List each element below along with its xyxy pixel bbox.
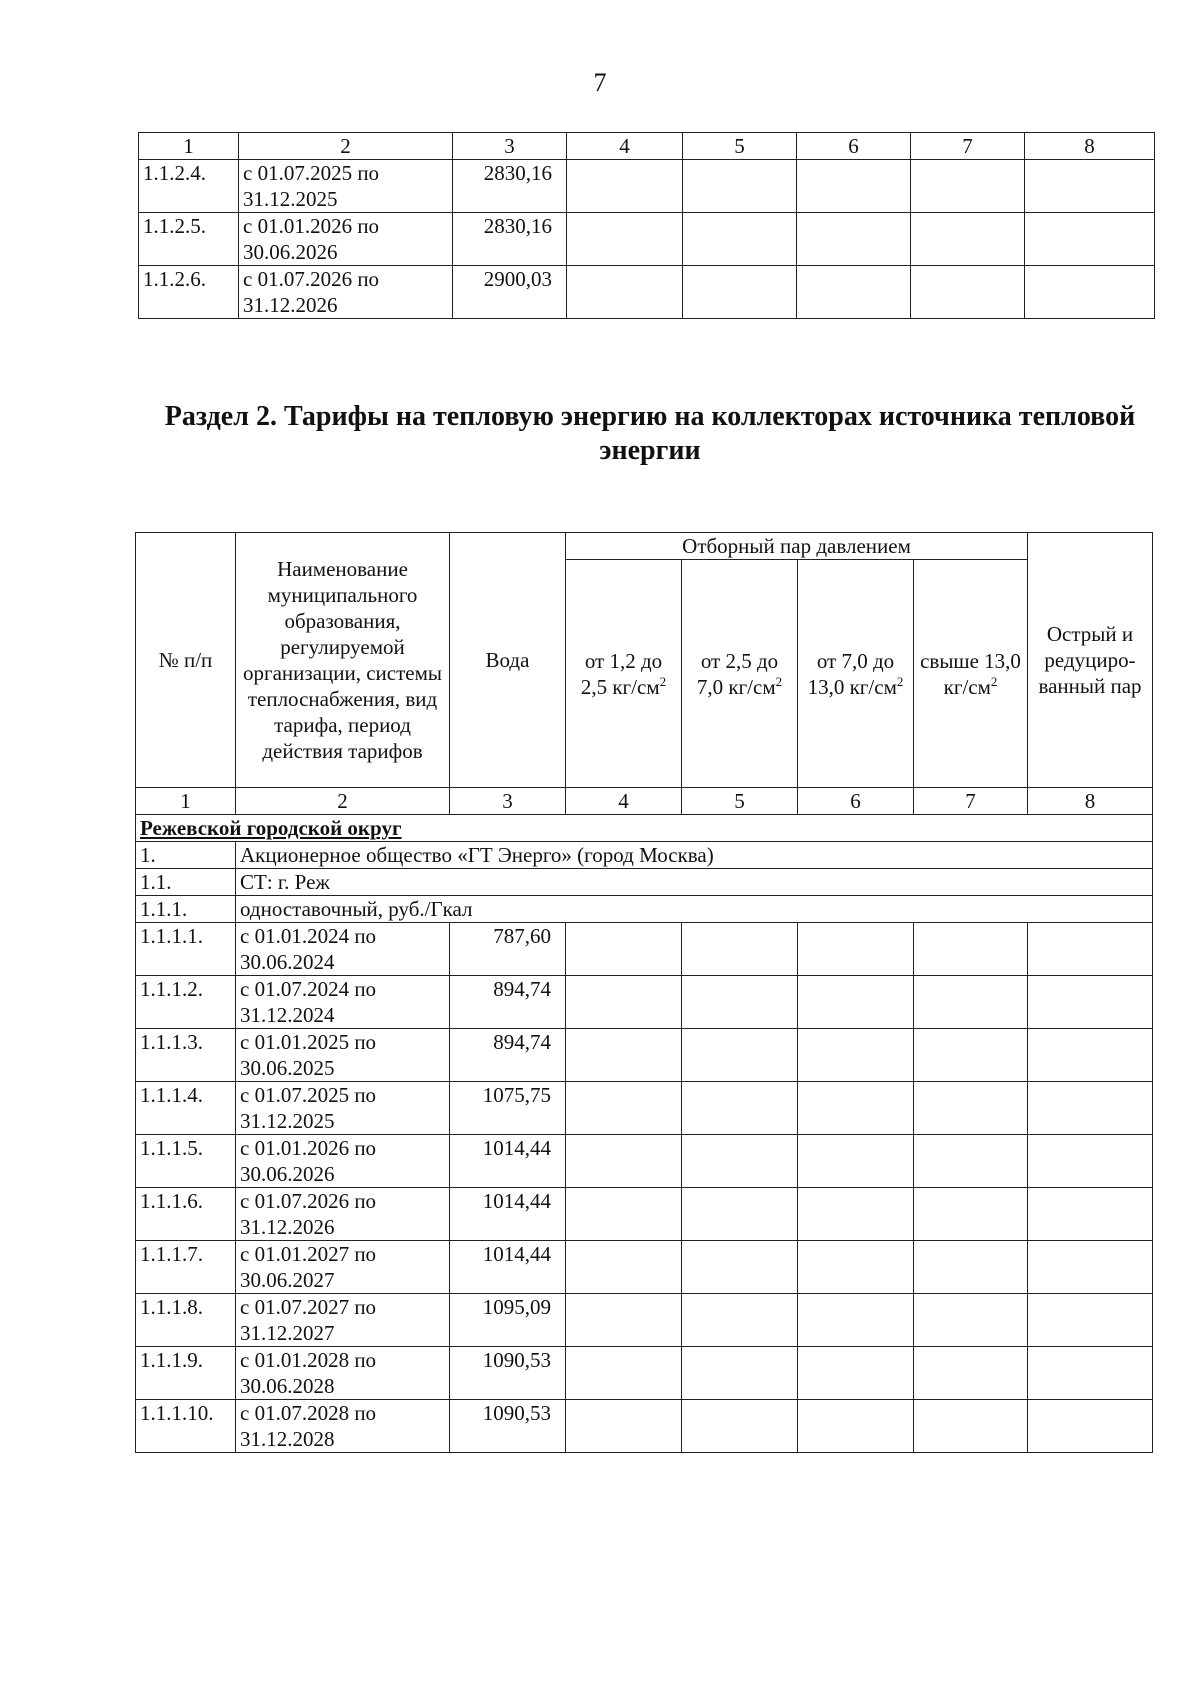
table-row bbox=[139, 160, 1155, 213]
row-id: 1.1. bbox=[136, 869, 236, 896]
empty-cell bbox=[1025, 266, 1155, 319]
empty-cell bbox=[682, 1400, 798, 1453]
period-cell bbox=[236, 923, 450, 976]
empty-cell bbox=[911, 160, 1025, 213]
tariff-value: 1014,44 bbox=[450, 1241, 566, 1294]
column-number-row bbox=[139, 133, 1155, 160]
period-end: 30.06.2026 bbox=[243, 240, 338, 264]
empty-cell bbox=[798, 923, 914, 976]
period-start: с 01.07.2026 по bbox=[240, 1189, 377, 1213]
period-end: 30.06.2028 bbox=[240, 1374, 335, 1398]
period-cell bbox=[236, 1029, 450, 1082]
empty-cell bbox=[682, 1347, 798, 1400]
period-cell bbox=[239, 266, 453, 319]
tariff-table-continued bbox=[138, 132, 1155, 319]
row-id: 1.1.1.4. bbox=[136, 1082, 236, 1135]
empty-cell bbox=[914, 1188, 1028, 1241]
header-steam-group: Отборный пар давлением bbox=[566, 533, 1028, 560]
empty-cell bbox=[682, 1294, 798, 1347]
empty-cell bbox=[914, 923, 1028, 976]
empty-cell bbox=[683, 213, 797, 266]
region-row bbox=[136, 815, 1153, 842]
empty-cell bbox=[914, 1082, 1028, 1135]
row-id: 1.1.2.4. bbox=[139, 160, 239, 213]
column-number: 1 bbox=[139, 133, 239, 160]
system-row bbox=[136, 869, 1153, 896]
period-end: 31.12.2025 bbox=[243, 187, 338, 211]
table-row bbox=[136, 1347, 1153, 1400]
empty-cell bbox=[566, 1400, 682, 1453]
period-start: с 01.01.2024 по bbox=[240, 924, 377, 948]
empty-cell bbox=[566, 923, 682, 976]
empty-cell bbox=[798, 1347, 914, 1400]
empty-cell bbox=[567, 213, 683, 266]
period-start: с 01.07.2026 по bbox=[243, 267, 380, 291]
column-number: 4 bbox=[567, 133, 683, 160]
empty-cell bbox=[566, 1294, 682, 1347]
empty-cell bbox=[798, 1029, 914, 1082]
region-name: Режевской городской округ bbox=[136, 815, 1153, 842]
empty-cell bbox=[798, 1188, 914, 1241]
row-id: 1.1.1.1. bbox=[136, 923, 236, 976]
period-start: с 01.01.2025 по bbox=[240, 1030, 377, 1054]
empty-cell bbox=[1025, 213, 1155, 266]
empty-cell bbox=[1028, 1029, 1153, 1082]
empty-cell bbox=[682, 1029, 798, 1082]
empty-cell bbox=[797, 213, 911, 266]
org-name: Акционерное общество «ГТ Энерго» (город Москва) bbox=[236, 842, 1153, 869]
period-end: 31.12.2028 bbox=[240, 1427, 335, 1451]
empty-cell bbox=[1028, 976, 1153, 1029]
tariff-value: 894,74 bbox=[450, 1029, 566, 1082]
period-end: 31.12.2024 bbox=[240, 1003, 335, 1027]
table-row bbox=[136, 1188, 1153, 1241]
column-number: 4 bbox=[566, 788, 682, 815]
empty-cell bbox=[682, 1082, 798, 1135]
empty-cell bbox=[682, 1241, 798, 1294]
table-row bbox=[136, 923, 1153, 976]
table-row bbox=[139, 266, 1155, 319]
table-row bbox=[136, 1294, 1153, 1347]
tariff-value: 2830,16 bbox=[453, 213, 567, 266]
period-cell bbox=[236, 1082, 450, 1135]
header-steam-2: от 2,5 до 7,0 $кг/см^2$ bbox=[682, 560, 798, 788]
column-number: 2 bbox=[239, 133, 453, 160]
empty-cell bbox=[914, 976, 1028, 1029]
row-id: 1.1.1.3. bbox=[136, 1029, 236, 1082]
column-number: 5 bbox=[682, 788, 798, 815]
section-title: Раздел 2. Тарифы на тепловую энергию на коллекторах источника тепловой энергии bbox=[164, 401, 1136, 466]
empty-cell bbox=[914, 1294, 1028, 1347]
header-number: № п/п bbox=[136, 533, 236, 788]
tariff-value: 2830,16 bbox=[453, 160, 567, 213]
system-name: СТ: г. Реж bbox=[236, 869, 1153, 896]
table-row bbox=[136, 976, 1153, 1029]
period-start: с 01.01.2026 по bbox=[243, 214, 380, 238]
table-row bbox=[136, 1029, 1153, 1082]
period-cell bbox=[236, 1135, 450, 1188]
column-number-row bbox=[136, 788, 1153, 815]
tariff-value: 894,74 bbox=[450, 976, 566, 1029]
empty-cell bbox=[798, 1294, 914, 1347]
column-number: 3 bbox=[450, 788, 566, 815]
header-steam-4: свыше 13,0 $кг/см^2$ bbox=[914, 560, 1028, 788]
empty-cell bbox=[1025, 160, 1155, 213]
tariff-value: 1090,53 bbox=[450, 1400, 566, 1453]
tariff-value: 1095,09 bbox=[450, 1294, 566, 1347]
empty-cell bbox=[1028, 1294, 1153, 1347]
period-end: 31.12.2026 bbox=[243, 293, 338, 317]
table-row bbox=[136, 1082, 1153, 1135]
empty-cell bbox=[798, 1082, 914, 1135]
empty-cell bbox=[682, 1188, 798, 1241]
empty-cell bbox=[1028, 1188, 1153, 1241]
column-number: 6 bbox=[798, 788, 914, 815]
empty-cell bbox=[682, 976, 798, 1029]
period-start: с 01.01.2027 по bbox=[240, 1242, 377, 1266]
empty-cell bbox=[683, 266, 797, 319]
table-row bbox=[139, 213, 1155, 266]
period-end: 30.06.2024 bbox=[240, 950, 335, 974]
empty-cell bbox=[1028, 1135, 1153, 1188]
table-row bbox=[136, 1400, 1153, 1453]
empty-cell bbox=[914, 1347, 1028, 1400]
empty-cell bbox=[798, 976, 914, 1029]
tariff-type-name: одноставочный, руб./Гкал bbox=[236, 896, 1153, 923]
column-number: 7 bbox=[911, 133, 1025, 160]
row-id: 1. bbox=[136, 842, 236, 869]
empty-cell bbox=[566, 1135, 682, 1188]
empty-cell bbox=[682, 923, 798, 976]
empty-cell bbox=[914, 1400, 1028, 1453]
header-steam-1: от 1,2 до 2,5 $кг/см^2$ bbox=[566, 560, 682, 788]
empty-cell bbox=[566, 1082, 682, 1135]
row-id: 1.1.1. bbox=[136, 896, 236, 923]
row-id: 1.1.2.6. bbox=[139, 266, 239, 319]
empty-cell bbox=[797, 160, 911, 213]
tariff-value: 1075,75 bbox=[450, 1082, 566, 1135]
empty-cell bbox=[1028, 1347, 1153, 1400]
tariff-value: 1014,44 bbox=[450, 1188, 566, 1241]
empty-cell bbox=[914, 1241, 1028, 1294]
column-number: 1 bbox=[136, 788, 236, 815]
empty-cell bbox=[914, 1029, 1028, 1082]
empty-cell bbox=[682, 1135, 798, 1188]
header-live-steam: Острый и редуциро-ванный пар bbox=[1028, 533, 1153, 788]
empty-cell bbox=[797, 266, 911, 319]
period-start: с 01.07.2025 по bbox=[240, 1083, 377, 1107]
row-id: 1.1.1.8. bbox=[136, 1294, 236, 1347]
tariff-value: 1090,53 bbox=[450, 1347, 566, 1400]
empty-cell bbox=[566, 1188, 682, 1241]
column-number: 2 bbox=[236, 788, 450, 815]
empty-cell bbox=[911, 266, 1025, 319]
period-cell bbox=[236, 1294, 450, 1347]
period-start: с 01.07.2028 по bbox=[240, 1401, 377, 1425]
empty-cell bbox=[1028, 1241, 1153, 1294]
column-number: 5 bbox=[683, 133, 797, 160]
header-steam-3: от 7,0 до 13,0 $кг/см^2$ bbox=[798, 560, 914, 788]
row-id: 1.1.1.2. bbox=[136, 976, 236, 1029]
page-number: 7 bbox=[593, 68, 607, 97]
period-end: 31.12.2027 bbox=[240, 1321, 335, 1345]
empty-cell bbox=[1028, 1400, 1153, 1453]
header-name: Наименование муниципального образования, регулируемой организации, системы теплоснабжения, вид тарифа, период действия тарифов bbox=[236, 533, 450, 788]
period-end: 31.12.2026 bbox=[240, 1215, 335, 1239]
column-number: 8 bbox=[1025, 133, 1155, 160]
period-cell bbox=[236, 1188, 450, 1241]
tariff-value: 1014,44 bbox=[450, 1135, 566, 1188]
empty-cell bbox=[914, 1135, 1028, 1188]
column-number: 7 bbox=[914, 788, 1028, 815]
org-row bbox=[136, 842, 1153, 869]
row-id: 1.1.1.6. bbox=[136, 1188, 236, 1241]
tariff-table bbox=[135, 532, 1153, 1453]
period-end: 30.06.2025 bbox=[240, 1056, 335, 1080]
table-row bbox=[136, 1241, 1153, 1294]
tariff-value: 2900,03 bbox=[453, 266, 567, 319]
row-id: 1.1.1.9. bbox=[136, 1347, 236, 1400]
empty-cell bbox=[798, 1135, 914, 1188]
period-cell bbox=[236, 1400, 450, 1453]
empty-cell bbox=[566, 1347, 682, 1400]
empty-cell bbox=[798, 1400, 914, 1453]
empty-cell bbox=[911, 213, 1025, 266]
empty-cell bbox=[683, 160, 797, 213]
header-row-1 bbox=[136, 533, 1153, 560]
period-cell bbox=[236, 1347, 450, 1400]
period-start: с 01.07.2024 по bbox=[240, 977, 377, 1001]
empty-cell bbox=[1028, 923, 1153, 976]
period-start: с 01.01.2026 по bbox=[240, 1136, 377, 1160]
tariff-type-row bbox=[136, 896, 1153, 923]
period-cell bbox=[236, 1241, 450, 1294]
period-end: 30.06.2026 bbox=[240, 1162, 335, 1186]
empty-cell bbox=[566, 1241, 682, 1294]
column-number: 8 bbox=[1028, 788, 1153, 815]
table-row bbox=[136, 1135, 1153, 1188]
period-cell bbox=[239, 160, 453, 213]
period-cell bbox=[236, 976, 450, 1029]
period-cell bbox=[239, 213, 453, 266]
empty-cell bbox=[798, 1241, 914, 1294]
period-end: 31.12.2025 bbox=[240, 1109, 335, 1133]
row-id: 1.1.1.5. bbox=[136, 1135, 236, 1188]
column-number: 3 bbox=[453, 133, 567, 160]
tariff-value: 787,60 bbox=[450, 923, 566, 976]
period-start: с 01.01.2028 по bbox=[240, 1348, 377, 1372]
period-start: с 01.07.2027 по bbox=[240, 1295, 377, 1319]
empty-cell bbox=[567, 160, 683, 213]
column-number: 6 bbox=[797, 133, 911, 160]
empty-cell bbox=[567, 266, 683, 319]
empty-cell bbox=[566, 976, 682, 1029]
empty-cell bbox=[1028, 1082, 1153, 1135]
row-id: 1.1.1.10. bbox=[136, 1400, 236, 1453]
header-water: Вода bbox=[450, 533, 566, 788]
row-id: 1.1.1.7. bbox=[136, 1241, 236, 1294]
period-end: 30.06.2027 bbox=[240, 1268, 335, 1292]
row-id: 1.1.2.5. bbox=[139, 213, 239, 266]
empty-cell bbox=[566, 1029, 682, 1082]
period-start: с 01.07.2025 по bbox=[243, 161, 380, 185]
